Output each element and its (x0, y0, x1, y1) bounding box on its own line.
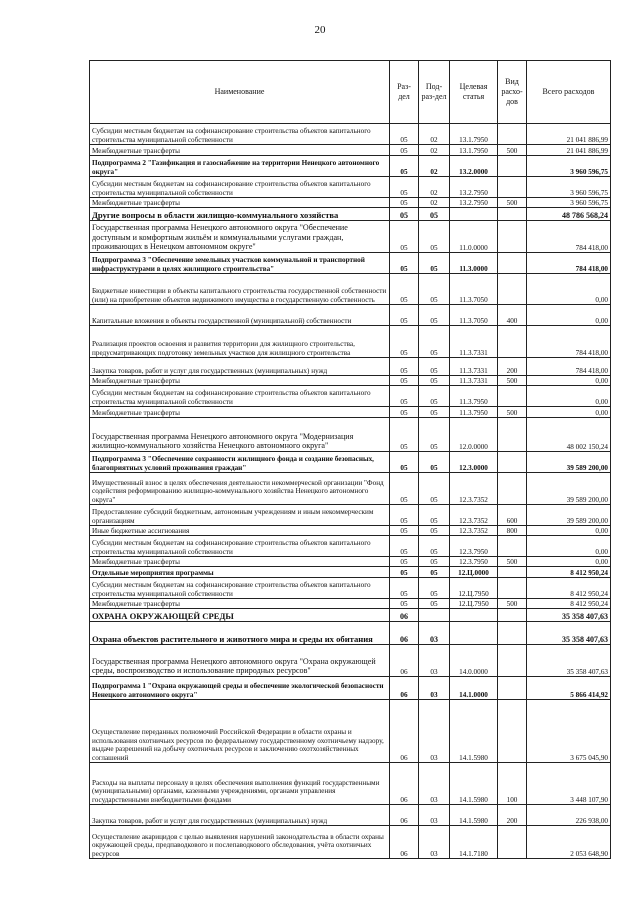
table-row (90, 567, 611, 578)
target-cell: 14.1.5980 (450, 763, 498, 805)
podrazdel-cell: 02 (419, 145, 450, 156)
total-cell: 0,00 (527, 407, 611, 418)
table-row (90, 677, 611, 700)
podrazdel-cell: 02 (419, 156, 450, 177)
target-cell: 11.3.0000 (450, 253, 498, 274)
razdel-cell: 05 (390, 452, 419, 473)
vid-cell: 500 (498, 407, 527, 418)
podrazdel-cell: 05 (419, 578, 450, 599)
target-cell (450, 609, 498, 622)
table-row (90, 599, 611, 609)
podrazdel-cell: 05 (419, 418, 450, 452)
vid-cell: 500 (498, 145, 527, 156)
razdel-cell: 05 (390, 418, 419, 452)
razdel-cell: 05 (390, 536, 419, 557)
total-cell: 0,00 (527, 376, 611, 386)
name-cell: Межбюджетные трансферты (90, 198, 390, 208)
podrazdel-cell: 02 (419, 177, 450, 198)
name-cell: Субсидии местным бюджетам на софинансирование строительства объектов капитального строительства муниципальной собственности (90, 536, 390, 557)
header-name: Наименование (90, 61, 390, 124)
total-cell: 0,00 (527, 305, 611, 326)
table-row (90, 124, 611, 145)
razdel-cell: 05 (390, 407, 419, 418)
target-cell: 12.Ц.7950 (450, 578, 498, 599)
razdel-cell: 06 (390, 645, 419, 677)
header-target: Целевая статья (450, 61, 498, 124)
table-row (90, 609, 611, 622)
total-cell: 0,00 (527, 526, 611, 536)
total-cell: 35 358 407,63 (527, 622, 611, 645)
name-cell: Государственная программа Ненецкого автономного округа "Модернизация жилищно-коммунального хозяйства Ненецкого автономного округа" (90, 418, 390, 452)
vid-cell (498, 221, 527, 253)
name-cell: Другие вопросы в области жилищно-коммунального хозяйства (90, 208, 390, 221)
podrazdel-cell (419, 609, 450, 622)
razdel-cell: 05 (390, 221, 419, 253)
razdel-cell: 05 (390, 145, 419, 156)
podrazdel-cell: 05 (419, 358, 450, 376)
table-row (90, 452, 611, 473)
podrazdel-cell: 05 (419, 305, 450, 326)
vid-cell: 800 (498, 526, 527, 536)
target-cell: 13.2.0000 (450, 156, 498, 177)
target-cell: 12.3.7352 (450, 473, 498, 505)
podrazdel-cell: 03 (419, 645, 450, 677)
vid-cell (498, 622, 527, 645)
podrazdel-cell: 03 (419, 805, 450, 826)
name-cell: Межбюджетные трансферты (90, 407, 390, 418)
razdel-cell: 05 (390, 358, 419, 376)
table-row (90, 221, 611, 253)
podrazdel-cell: 03 (419, 677, 450, 700)
header-row (90, 61, 611, 124)
vid-cell: 100 (498, 763, 527, 805)
total-cell: 39 589 200,00 (527, 473, 611, 505)
vid-cell (498, 208, 527, 221)
vid-cell (498, 645, 527, 677)
table-row (90, 622, 611, 645)
table-row (90, 763, 611, 805)
table-row (90, 386, 611, 407)
vid-cell: 200 (498, 805, 527, 826)
vid-cell: 500 (498, 376, 527, 386)
podrazdel-cell: 05 (419, 407, 450, 418)
vid-cell (498, 452, 527, 473)
vid-cell: 500 (498, 599, 527, 609)
target-cell: 12.Ц.0000 (450, 567, 498, 578)
total-cell: 0,00 (527, 536, 611, 557)
name-cell: Субсидии местным бюджетам на софинансирование строительства объектов капитального строительства муниципальной собственности (90, 578, 390, 599)
vid-cell (498, 700, 527, 763)
razdel-cell: 06 (390, 700, 419, 763)
vid-cell (498, 386, 527, 407)
razdel-cell: 05 (390, 208, 419, 221)
table-row (90, 208, 611, 221)
name-cell: Межбюджетные трансферты (90, 145, 390, 156)
razdel-cell: 05 (390, 599, 419, 609)
name-cell: Отдельные мероприятия программы (90, 567, 390, 578)
target-cell: 11.0.0000 (450, 221, 498, 253)
target-cell: 14.1.5980 (450, 805, 498, 826)
name-cell: Иные бюджетные ассигнования (90, 526, 390, 536)
total-cell: 0,00 (527, 386, 611, 407)
razdel-cell: 06 (390, 826, 419, 859)
target-cell: 12.0.0000 (450, 418, 498, 452)
table-row (90, 826, 611, 859)
name-cell: Межбюджетные трансферты (90, 376, 390, 386)
podrazdel-cell: 02 (419, 198, 450, 208)
total-cell: 5 866 414,92 (527, 677, 611, 700)
table-body (90, 124, 611, 859)
vid-cell (498, 177, 527, 198)
vid-cell (498, 326, 527, 358)
vid-cell: 600 (498, 505, 527, 526)
name-cell: Государственная программа Ненецкого автономного округа "Обеспечение доступным и комфортным жильём и коммунальными услугами граждан, проживающих в Ненецком автономном округе" (90, 221, 390, 253)
razdel-cell: 05 (390, 578, 419, 599)
name-cell: Субсидии местным бюджетам на софинансирование строительства объектов капитального строительства муниципальной собственности (90, 177, 390, 198)
name-cell: Межбюджетные трансферты (90, 599, 390, 609)
table-row (90, 505, 611, 526)
target-cell: 11.3.7331 (450, 326, 498, 358)
total-cell: 784 418,00 (527, 326, 611, 358)
razdel-cell: 05 (390, 124, 419, 145)
razdel-cell: 06 (390, 677, 419, 700)
vid-cell (498, 156, 527, 177)
table-row (90, 473, 611, 505)
razdel-cell: 06 (390, 609, 419, 622)
total-cell: 3 960 596,75 (527, 156, 611, 177)
name-cell: Подпрограмма 3 "Обеспечение земельных участков коммунальной и транспортной инфраструктурами в целях жилищного строительства" (90, 253, 390, 274)
razdel-cell: 05 (390, 505, 419, 526)
table-row (90, 326, 611, 358)
vid-cell (498, 253, 527, 274)
name-cell: Капитальные вложения в объекты государственной (муниципальной) собственности (90, 305, 390, 326)
page-number: 20 (314, 24, 326, 36)
total-cell: 35 358 407,63 (527, 609, 611, 622)
podrazdel-cell: 05 (419, 567, 450, 578)
total-cell: 8 412 950,24 (527, 567, 611, 578)
vid-cell (498, 274, 527, 305)
table-row (90, 198, 611, 208)
razdel-cell: 06 (390, 622, 419, 645)
total-cell: 3 960 596,75 (527, 177, 611, 198)
target-cell: 12.3.7352 (450, 526, 498, 536)
vid-cell (498, 124, 527, 145)
table-row (90, 358, 611, 376)
vid-cell (498, 578, 527, 599)
podrazdel-cell: 05 (419, 505, 450, 526)
razdel-cell: 05 (390, 274, 419, 305)
total-cell: 0,00 (527, 274, 611, 305)
razdel-cell: 05 (390, 305, 419, 326)
table-row (90, 418, 611, 452)
name-cell: Бюджетные инвестиции в объекты капитального строительства государственной собственности (или) на приобретение объектов недвижимого имущества в государственную собственность (90, 274, 390, 305)
razdel-cell: 05 (390, 376, 419, 386)
podrazdel-cell: 05 (419, 452, 450, 473)
header-total: Всего расходов (527, 61, 611, 124)
target-cell: 11.3.7950 (450, 386, 498, 407)
target-cell: 12.Ц.7950 (450, 599, 498, 609)
name-cell: Государственная программа Ненецкого автономного округа "Охрана окружающей среды, воспроизводство и использование природных ресурсов" (90, 645, 390, 677)
vid-cell (498, 536, 527, 557)
total-cell: 39 589 200,00 (527, 505, 611, 526)
razdel-cell: 05 (390, 526, 419, 536)
podrazdel-cell: 05 (419, 557, 450, 567)
podrazdel-cell: 02 (419, 124, 450, 145)
total-cell: 8 412 950,24 (527, 578, 611, 599)
podrazdel-cell: 03 (419, 622, 450, 645)
vid-cell (498, 609, 527, 622)
vid-cell: 500 (498, 198, 527, 208)
total-cell: 226 938,00 (527, 805, 611, 826)
razdel-cell: 05 (390, 326, 419, 358)
table-row (90, 805, 611, 826)
vid-cell (498, 473, 527, 505)
name-cell: Подпрограмма 3 "Обеспечение сохранности жилищного фонда и создание безопасных, благоприятных условий проживания граждан" (90, 452, 390, 473)
total-cell: 21 041 886,99 (527, 145, 611, 156)
target-cell: 11.3.7331 (450, 358, 498, 376)
budget-table (89, 60, 611, 859)
target-cell: 14.1.0000 (450, 677, 498, 700)
total-cell: 35 358 407,63 (527, 645, 611, 677)
podrazdel-cell: 05 (419, 274, 450, 305)
table-row (90, 557, 611, 567)
total-cell: 3 960 596,75 (527, 198, 611, 208)
razdel-cell: 05 (390, 567, 419, 578)
table-row (90, 145, 611, 156)
name-cell: Подпрограмма 1 "Охрана окружающей среды и обеспечение экологической безопасности Ненецкого автономного округа" (90, 677, 390, 700)
target-cell: 11.3.7050 (450, 305, 498, 326)
podrazdel-cell: 05 (419, 386, 450, 407)
razdel-cell: 05 (390, 253, 419, 274)
podrazdel-cell: 05 (419, 208, 450, 221)
target-cell: 13.2.7950 (450, 198, 498, 208)
target-cell: 12.3.7950 (450, 536, 498, 557)
podrazdel-cell: 05 (419, 473, 450, 505)
vid-cell (498, 826, 527, 859)
total-cell: 784 418,00 (527, 358, 611, 376)
target-cell: 11.3.7950 (450, 407, 498, 418)
total-cell: 3 675 045,90 (527, 700, 611, 763)
name-cell: Межбюджетные трансферты (90, 557, 390, 567)
table-row (90, 177, 611, 198)
razdel-cell: 05 (390, 557, 419, 567)
podrazdel-cell: 05 (419, 526, 450, 536)
podrazdel-cell: 05 (419, 221, 450, 253)
name-cell: Охрана объектов растительного и животного мира и среды их обитания (90, 622, 390, 645)
vid-cell (498, 567, 527, 578)
total-cell: 48 002 150,24 (527, 418, 611, 452)
podrazdel-cell: 03 (419, 826, 450, 859)
header-podrazdel: Под-раз-дел (419, 61, 450, 124)
name-cell: Закупка товаров, работ и услуг для государственных (муниципальных) нужд (90, 805, 390, 826)
target-cell: 13.2.7950 (450, 177, 498, 198)
target-cell: 13.1.7950 (450, 124, 498, 145)
total-cell: 48 786 568,24 (527, 208, 611, 221)
podrazdel-cell: 03 (419, 700, 450, 763)
total-cell: 784 418,00 (527, 253, 611, 274)
vid-cell: 500 (498, 557, 527, 567)
table-row (90, 376, 611, 386)
name-cell: Реализация проектов освоения и развития территории для жилищного строительства, предусматривающих подготовку земельных участков для жилищного строительства (90, 326, 390, 358)
table-row (90, 305, 611, 326)
target-cell: 12.3.0000 (450, 452, 498, 473)
podrazdel-cell: 03 (419, 763, 450, 805)
target-cell: 14.0.0000 (450, 645, 498, 677)
table-row (90, 274, 611, 305)
target-cell: 13.1.7950 (450, 145, 498, 156)
total-cell: 8 412 950,24 (527, 599, 611, 609)
podrazdel-cell: 05 (419, 376, 450, 386)
name-cell: Подпрограмма 2 "Газификация и газоснабжение на территории Ненецкого автономного округа" (90, 156, 390, 177)
vid-cell: 200 (498, 358, 527, 376)
target-cell: 14.1.5980 (450, 700, 498, 763)
razdel-cell: 05 (390, 156, 419, 177)
table-row (90, 253, 611, 274)
razdel-cell: 05 (390, 198, 419, 208)
name-cell: Осуществление акарицидов с целью выявления нарушений законодательства в области охраны окружающей среды, предпаводкового и послепаводкового обследования, учёта охотничьих ресурсов (90, 826, 390, 859)
name-cell: Осуществление переданных полномочий Российской Федерации в области охраны и использования охотничьих ресурсов по федеральному государственному охотничьему надзору, выдаче разрешений на добычу охотничьих ресурсов и заключению охотхозяйственных соглашений (90, 700, 390, 763)
total-cell: 3 448 107,90 (527, 763, 611, 805)
target-cell (450, 208, 498, 221)
total-cell: 0,00 (527, 557, 611, 567)
podrazdel-cell: 05 (419, 599, 450, 609)
table-row (90, 645, 611, 677)
total-cell: 39 589 200,00 (527, 452, 611, 473)
table-row (90, 700, 611, 763)
name-cell: Закупка товаров, работ и услуг для государственных (муниципальных) нужд (90, 358, 390, 376)
razdel-cell: 06 (390, 763, 419, 805)
razdel-cell: 05 (390, 386, 419, 407)
target-cell: 11.3.7050 (450, 274, 498, 305)
podrazdel-cell: 05 (419, 326, 450, 358)
table-row (90, 526, 611, 536)
table-row (90, 407, 611, 418)
total-cell: 2 053 648,90 (527, 826, 611, 859)
name-cell: Предоставление субсидий бюджетным, автономным учреждениям и иным некоммерческим организациям (90, 505, 390, 526)
header-razdel: Раз-дел (390, 61, 419, 124)
vid-cell (498, 677, 527, 700)
table-row (90, 156, 611, 177)
name-cell: Субсидии местным бюджетам на софинансирование строительства объектов капитального строительства муниципальной собственности (90, 124, 390, 145)
vid-cell (498, 418, 527, 452)
razdel-cell: 05 (390, 177, 419, 198)
podrazdel-cell: 05 (419, 536, 450, 557)
target-cell: 14.1.7180 (450, 826, 498, 859)
razdel-cell: 05 (390, 473, 419, 505)
total-cell: 21 041 886,99 (527, 124, 611, 145)
podrazdel-cell: 05 (419, 253, 450, 274)
table-row (90, 578, 611, 599)
target-cell: 12.3.7950 (450, 557, 498, 567)
total-cell: 784 418,00 (527, 221, 611, 253)
name-cell: Субсидии местным бюджетам на софинансирование строительства объектов капитального строительства муниципальной собственности (90, 386, 390, 407)
target-cell (450, 622, 498, 645)
name-cell: ОХРАНА ОКРУЖАЮЩЕЙ СРЕДЫ (90, 609, 390, 622)
vid-cell: 400 (498, 305, 527, 326)
target-cell: 12.3.7352 (450, 505, 498, 526)
target-cell: 11.3.7331 (450, 376, 498, 386)
name-cell: Расходы на выплаты персоналу в целях обеспечения выполнения функций государственными (муниципальными) органами, казенными учреждениями, органами управления государственными внебюджетными фондами (90, 763, 390, 805)
name-cell: Имущественный взнос в целях обеспечения деятельности некоммерческой организации "Фонд содействия реформированию жилищно-коммунального хозяйства Ненецкого автономного округа" (90, 473, 390, 505)
table-row (90, 536, 611, 557)
header-vid: Вид расхо-дов (498, 61, 527, 124)
razdel-cell: 06 (390, 805, 419, 826)
